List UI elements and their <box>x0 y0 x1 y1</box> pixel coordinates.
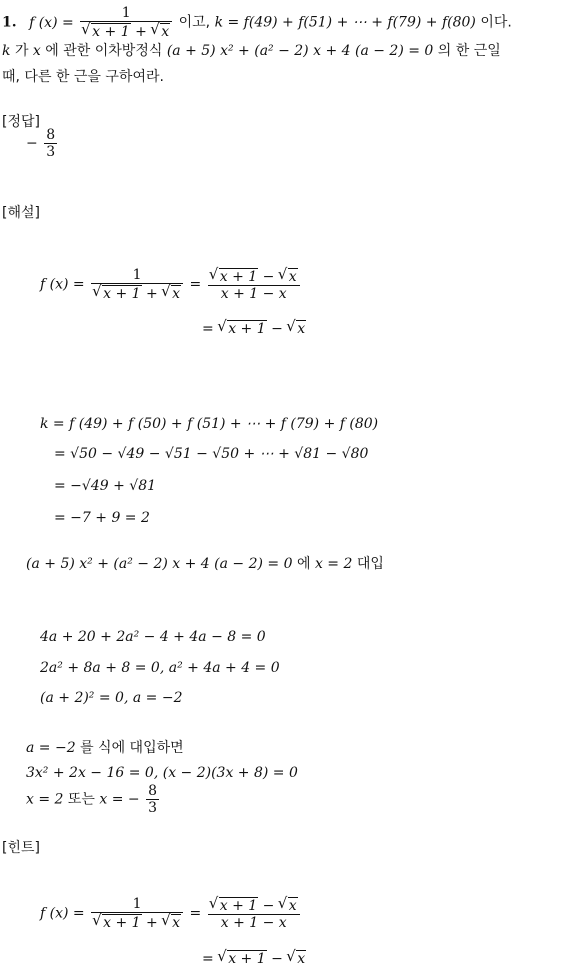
sqrt-symbol: √ x <box>151 23 170 39</box>
k-definition: k = f(49) + f(51) + ⋯ + f(79) + f(80) <box>214 14 476 31</box>
fx-derivation-1-result: = √ x + 1 − √ x <box>202 320 306 336</box>
k-line-4: = −7 + 9 = 2 <box>54 510 150 526</box>
problem-line-1: 1. f (x) = 1 √ x + 1 + √ x 이고, k = f(49) + f(51) + ⋯ + f(79) + f(80) 이다. <box>2 6 512 39</box>
substitution-line: (a + 5) x² + (a² − 2) x + 4 (a − 2) = 0 에 x = 2 대입 <box>26 556 384 572</box>
sqrt-symbol: √ x <box>162 914 181 930</box>
k-line-1: k = f (49) + f (50) + f (51) + ⋯ + f (79) + f (80) <box>40 416 379 432</box>
problem-line-2: k 가 x 에 관한 이차방정식 (a + 5) x² + (a² − 2) x + 4 (a − 2) = 0 의 한 근일 <box>2 43 501 59</box>
quadratic-equation: (a + 5) x² + (a² − 2) x + 4 (a − 2) = 0 <box>166 43 434 59</box>
sqrt-symbol: √ x + 1 <box>93 914 141 930</box>
sqrt-symbol: √ x + 1 <box>93 285 141 301</box>
fx-label: f (x) = <box>29 14 74 31</box>
a-line-2: 2a² + 8a + 8 = 0, a² + 4a + 4 = 0 <box>40 660 280 676</box>
sqrt-symbol: √ x + 1 <box>210 897 258 913</box>
sqrt-symbol: √ x <box>279 897 298 913</box>
answer-label: [정답] <box>2 114 40 130</box>
hint-label: [힌트] <box>2 840 40 856</box>
fx-derivation-2-result: = √ x + 1 − √ x <box>202 950 306 966</box>
final-line-1: a = −2 를 식에 대입하면 <box>26 740 184 756</box>
fx-fraction: 1 √ x + 1 + √ x <box>80 6 172 39</box>
solution-label: [해설] <box>2 205 40 221</box>
k-line-2: = √50 − √49 − √51 − √50 + ⋯ + √81 − √80 <box>54 446 369 462</box>
answer-value: − $\frac{8}{3}$ <box>26 127 56 160</box>
a-line-3: (a + 2)² = 0, a = −2 <box>40 690 183 706</box>
final-line-2: 3x² + 2x − 16 = 0, (x − 2)(3x + 8) = 0 <box>26 765 298 781</box>
final-line-3: x = 2 또는 x = − $\frac{8}{3}$ <box>26 783 158 816</box>
sqrt-symbol: √ x + 1 <box>218 950 266 966</box>
problem-number: 1. <box>2 14 17 31</box>
sqrt-symbol: √ x + 1 <box>218 320 266 336</box>
sqrt-symbol: √ x + 1 <box>82 23 130 39</box>
sqrt-symbol: √ x <box>287 950 306 966</box>
sqrt-symbol: √ x <box>279 268 298 284</box>
problem-line-3: 때, 다른 한 근을 구하여라. <box>2 69 164 85</box>
a-line-1: 4a + 20 + 2a² − 4 + 4a − 8 = 0 <box>40 629 266 645</box>
fx-derivation-1: f (x) = 1 √ x + 1 + √ x = √ $\frac{x + 1 - √ x}{x + 1 - x}$ <box>40 268 302 301</box>
fx-derivation-2: f (x) = 1 √ x + 1 + √ x = √ $\frac{x + 1 - √ x}{x + 1 - x}$ <box>40 897 302 930</box>
sqrt-symbol: √ x + 1 <box>210 268 258 284</box>
k-line-3: = −√49 + √81 <box>54 478 157 494</box>
sqrt-symbol: √ x <box>287 320 306 336</box>
sqrt-symbol: √ x <box>162 285 181 301</box>
